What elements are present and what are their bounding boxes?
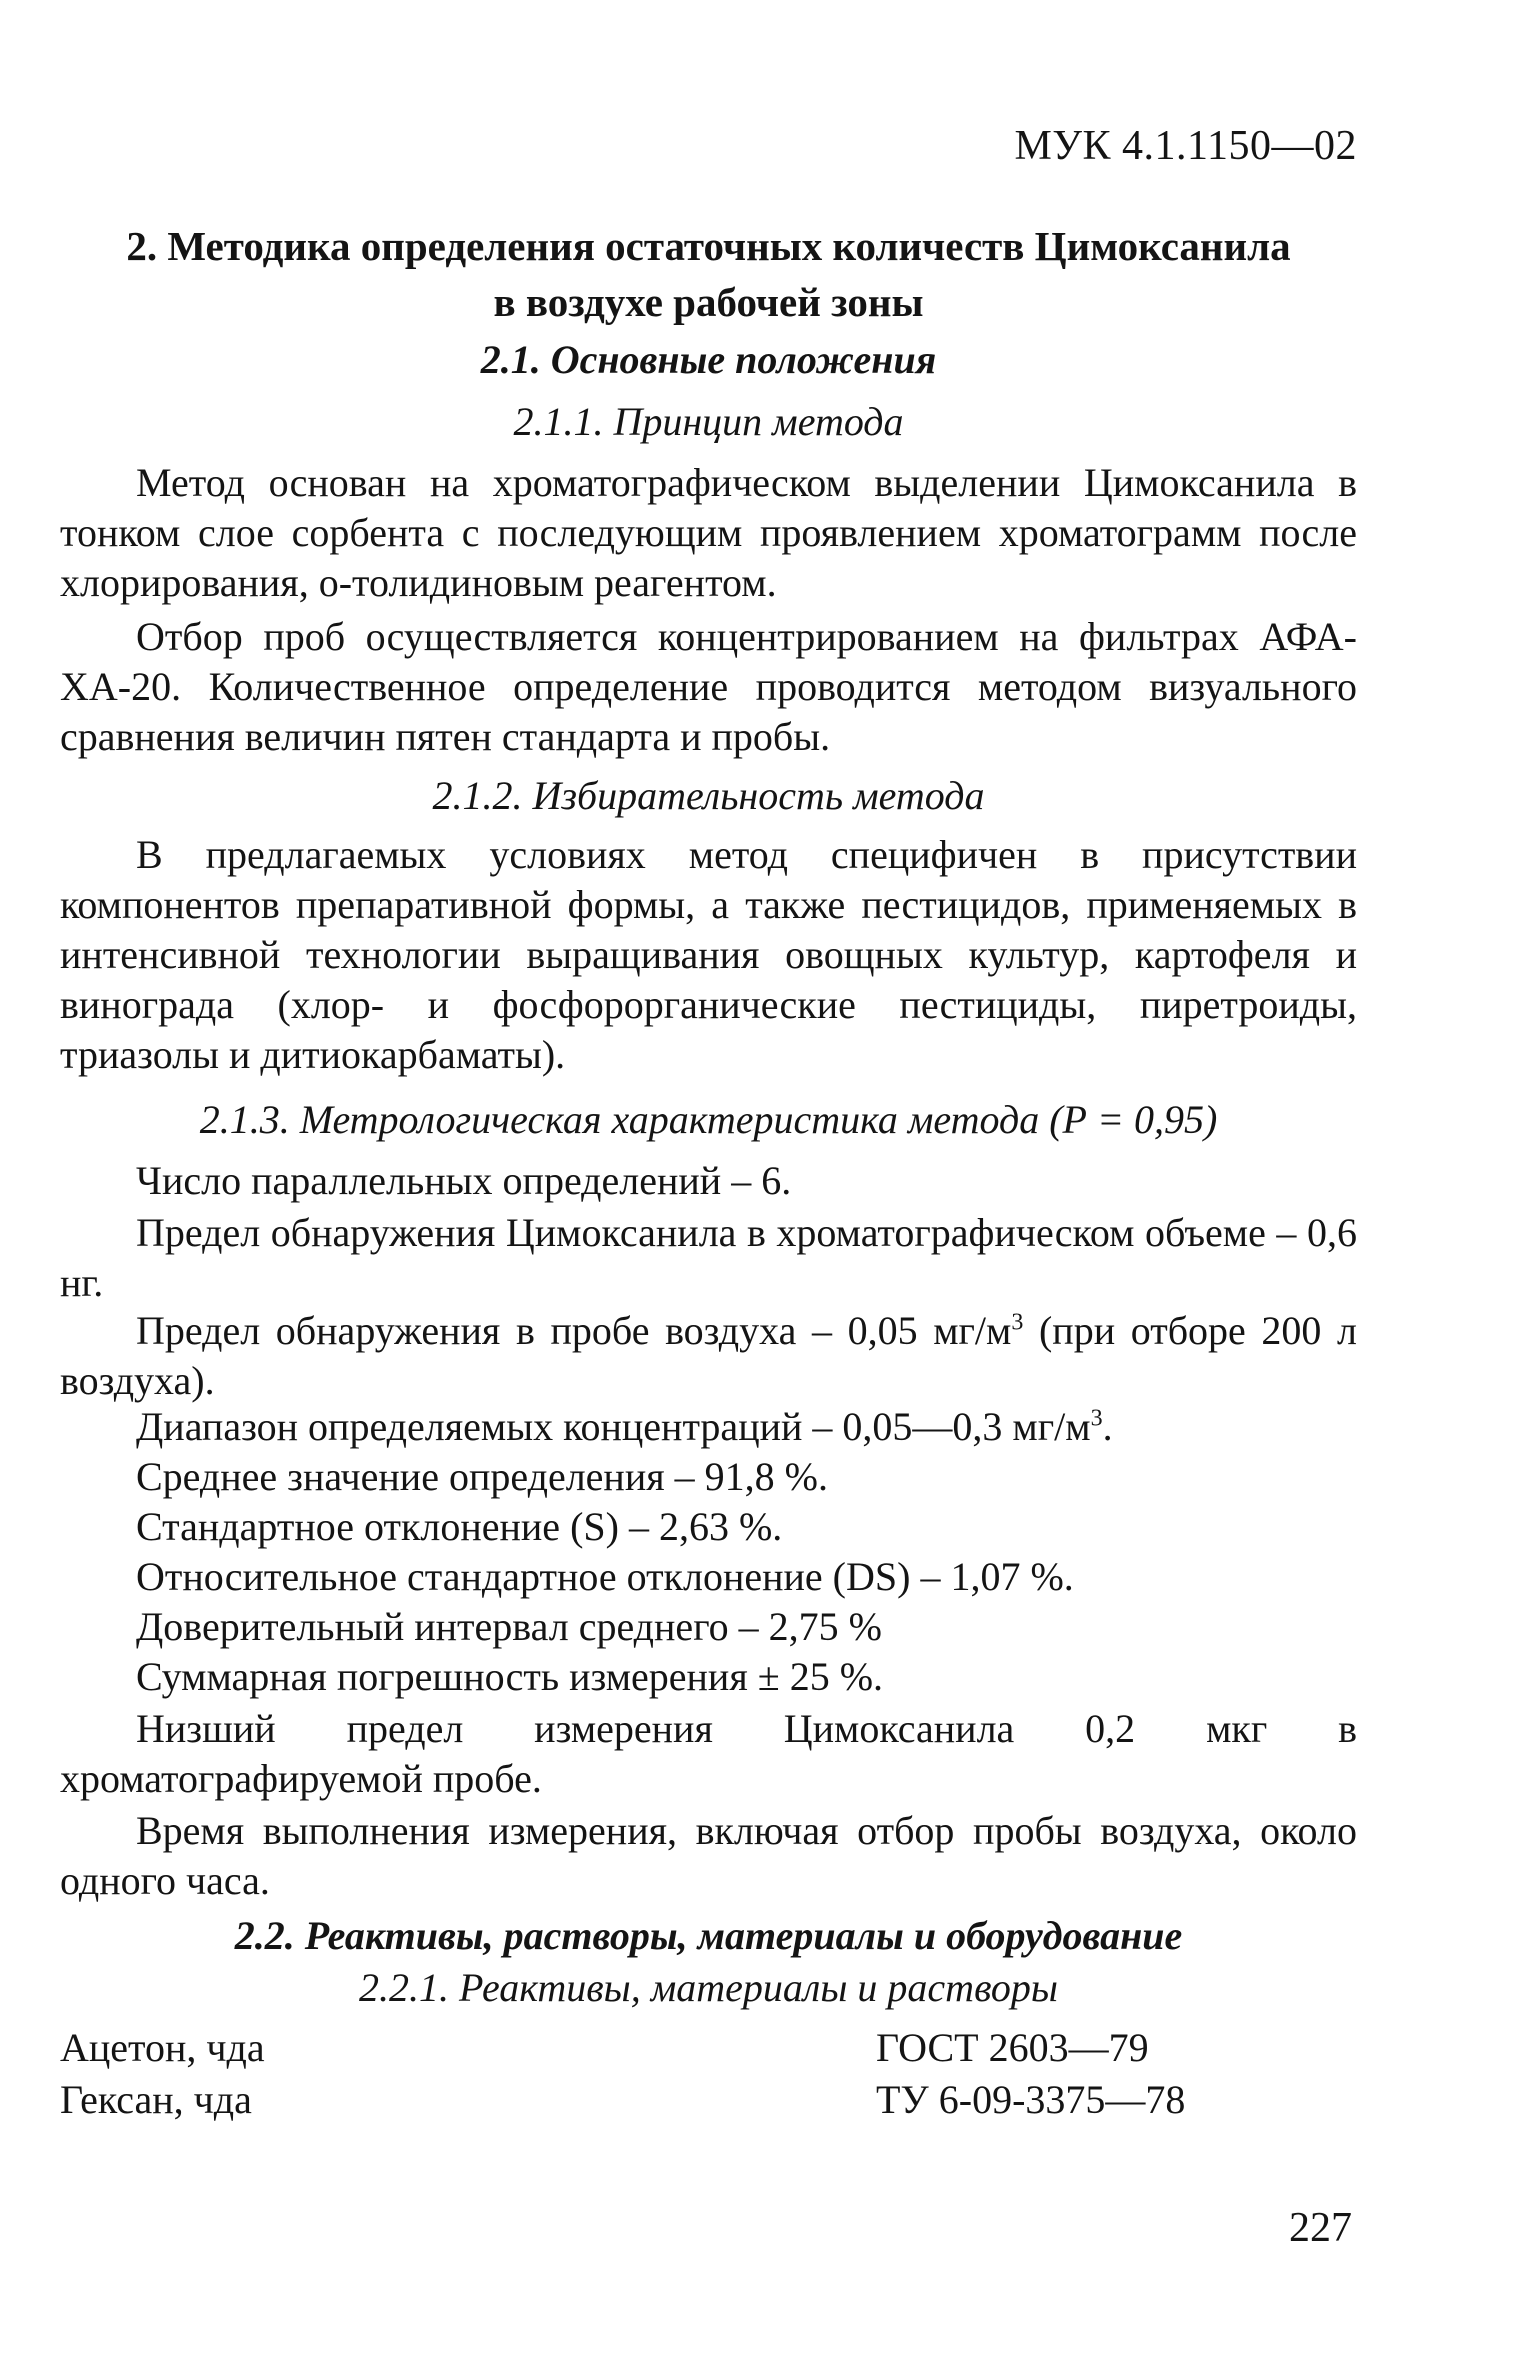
subsection-2-2-title: 2.2. Реактивы, растворы, материалы и оборудование <box>234 1913 1183 1958</box>
paragraph-lower-limit: Низший предел измерения Цимоксанила 0,2 мкг в хроматографируемой пробе. <box>60 1706 1357 1801</box>
text-total-error: Суммарная погрешность измерения ± 25 %. <box>136 1654 884 1699</box>
reagent-standard: ГОСТ 2603—79 <box>876 2025 1149 2070</box>
paragraph-selectivity: В предлагаемых условиях метод специфичен в присутствии компонентов препаративной формы, а также пестицидов, применяемых в интенсивной технологии выращивания овощных культур, картофеля и винограда (хлор- и фосфорорганические пестициды, пиретроиды, триазолы и дитиокарбаматы). <box>60 832 1357 1077</box>
paragraph-detection-limit-chrom: Предел обнаружения Цимоксанила в хроматографическом объеме – 0,6 нг. <box>60 1210 1357 1305</box>
text-relative-standard-deviation: Относительное стандартное отклонение (DS) – 1,07 %. <box>136 1554 1074 1599</box>
concentration-range-text-b: . <box>1102 1404 1113 1449</box>
reagent-standard: ТУ 6-09-3375—78 <box>876 2077 1186 2122</box>
section-title <box>60 218 1357 330</box>
subsection-2-1-1-title: 2.1.1. Принцип метода <box>513 399 904 444</box>
text-concentration-range <box>136 1402 1357 1452</box>
paragraph-measurement-time: Время выполнения измерения, включая отбор пробы воздуха, около одного часа. <box>60 1808 1357 1903</box>
reagent-name: Гексан, чда <box>60 2077 252 2122</box>
subsection-2-2-1-title: 2.2.1. Реактивы, материалы и растворы <box>358 1965 1058 2010</box>
paragraph-method-principle: Метод основан на хроматографическом выделении Цимоксанила в тонком слое сорбента с последующим проявлением хроматограмм после хлорирования, о-толидиновым реагентом. <box>60 460 1357 605</box>
subsection-2-1-3-title: 2.1.3. Метрологическая характеристика метода (Р = 0,95) <box>199 1097 1218 1142</box>
section-title-line1: 2. Методика определения остаточных количеств Цимоксанила <box>126 223 1291 269</box>
paragraph-sampling: Отбор проб осуществляется концентрированием на фильтрах АФА-ХА-20. Количественное определение проводится методом визуального сравнения величин пятен стандарта и пробы. <box>60 614 1357 759</box>
text-parallel-count: Число параллельных определений – 6. <box>136 1158 792 1203</box>
subsection-2-1-title: 2.1. Основные положения <box>480 337 937 382</box>
paragraph-detection-limit-air <box>60 1306 1357 1406</box>
concentration-range-superscript: 3 <box>1090 1405 1103 1432</box>
concentration-range-text-a: Диапазон определяемых концентраций – 0,05—0,3 мг/м <box>136 1404 1091 1449</box>
text-confidence-interval: Доверительный интервал среднего – 2,75 % <box>136 1604 882 1649</box>
reagent-name: Ацетон, чда <box>60 2025 265 2070</box>
page-number: 227 <box>1289 2205 1352 2251</box>
subsection-2-1-2-title: 2.1.2. Избирательность метода <box>432 773 985 818</box>
detection-limit-air-superscript: 3 <box>1011 1309 1024 1336</box>
text-mean-value: Среднее значение определения – 91,8 %. <box>136 1454 828 1499</box>
detection-limit-air-text-a: Предел обнаружения в пробе воздуха – 0,05 мг/м <box>136 1308 1012 1353</box>
detection-limit-air-text-b: (при отборе 200 л воздуха). <box>60 1308 1358 1403</box>
text-standard-deviation: Стандартное отклонение (S) – 2,63 %. <box>136 1504 783 1549</box>
document-code: МУК 4.1.1150—02 <box>1014 123 1357 169</box>
section-title-line2: в воздухе рабочей зоны <box>493 279 924 325</box>
